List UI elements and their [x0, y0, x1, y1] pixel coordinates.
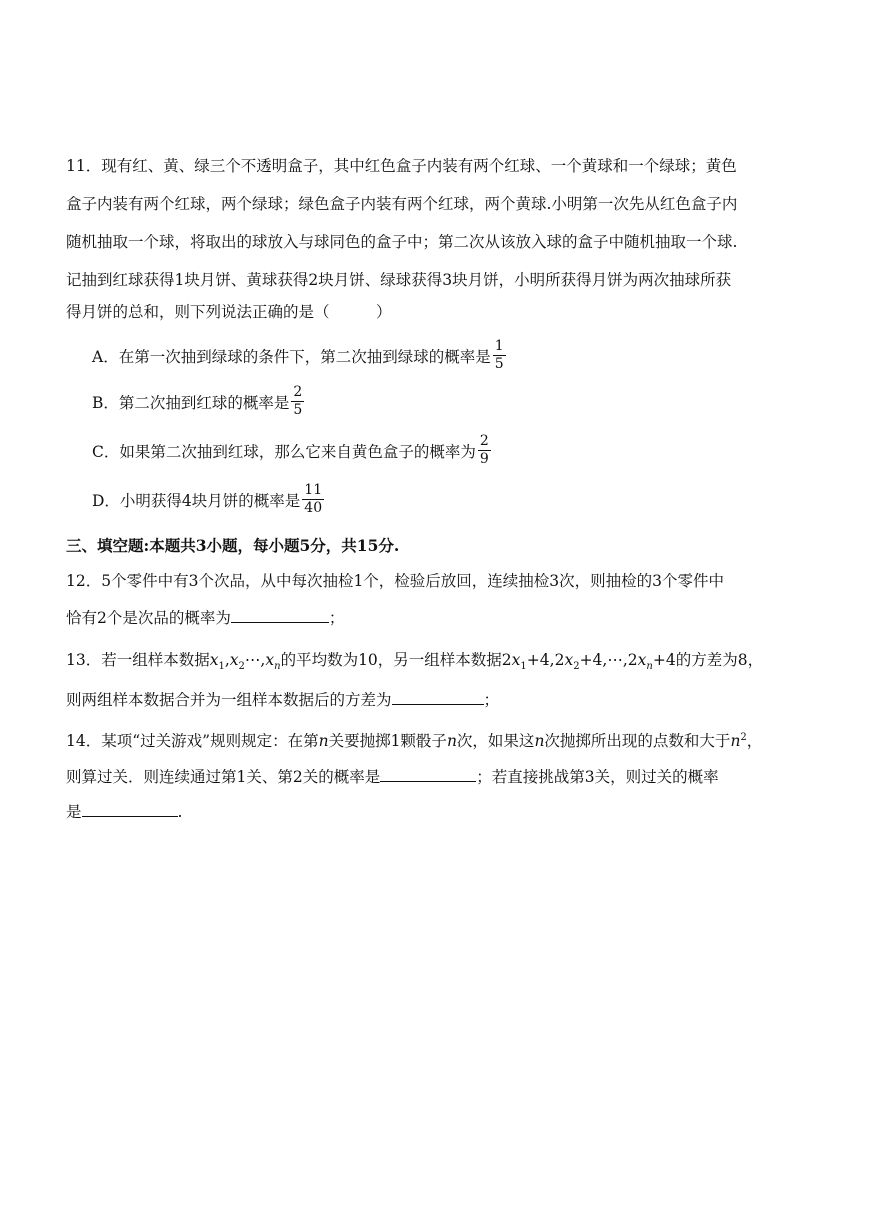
answer-blank [392, 690, 484, 705]
q14-text-a: 14．某项“过关游戏”规则规定：在第 [66, 732, 319, 751]
var-n: n [318, 732, 329, 751]
q13-mid: 的平均数为10，另一组样本数据 [280, 651, 502, 669]
option-text: B．第二次抽到红球的概率是 [92, 393, 290, 412]
answer-blank [231, 608, 329, 623]
fraction-denominator: 5 [293, 402, 303, 418]
option-fraction [493, 338, 506, 373]
q11-line-2: 盒子内装有两个红球，两个绿球；绿色盒子内装有两个红球，两个黄球.小明第一次先从红色盒子内 [66, 195, 738, 213]
q13-end: ； [483, 691, 500, 709]
q13-line-2 [66, 690, 499, 710]
q14-text-c: 次，如果这 [456, 732, 535, 751]
fraction-numerator: 2 [479, 433, 489, 449]
q11-option-b [92, 384, 304, 419]
q14-text-i: . [177, 803, 183, 821]
q13-line-1 [66, 650, 763, 677]
option-text: C．如果第二次抽到红球，那么它来自黄色盒子的概率为 [92, 442, 476, 461]
q13-text: 则两组样本数据合并为一组样本数据后的方差为 [66, 691, 392, 709]
option-fraction [478, 433, 491, 468]
q11-line-3: 随机抽取一个球，将取出的球放入与球同色的盒子中；第二次从该放入球的盒子中随机抽取一个球. [66, 233, 738, 251]
var-n: n [446, 732, 457, 751]
option-fraction [291, 384, 304, 419]
q14-line-3 [66, 802, 182, 822]
q11-option-d [92, 482, 324, 517]
q11-option-c [92, 433, 491, 468]
fraction-numerator: 2 [293, 384, 303, 400]
q14-text-h: 是 [66, 803, 82, 821]
n-squared: $n^2$ [730, 732, 747, 751]
q13-prefix: 13．若一组样本数据 [66, 651, 210, 669]
q14-line-1 [66, 728, 762, 751]
q13-suffix: 的方差为8， [675, 651, 764, 669]
answer-blank [380, 767, 476, 782]
q12-line-2 [66, 608, 344, 628]
q11-line-5: 得月饼的总和，则下列说法正确的是（ ） [66, 303, 392, 321]
q13-data-set-1: $x_1,x_2\cdots,x_n$ [209, 651, 281, 673]
fraction-denominator: 40 [304, 500, 323, 516]
q11-line-1: 11．现有红、黄、绿三个不透明盒子，其中红色盒子内装有两个红球、一个黄球和一个绿球；黄色 [66, 157, 737, 175]
option-text: D．小明获得4块月饼的概率是 [92, 491, 301, 510]
option-text: A．在第一次抽到绿球的条件下，第二次抽到绿球的概率是 [92, 347, 491, 366]
section-heading: 三、填空题:本题共3小题，每小题5分，共15分. [66, 536, 400, 555]
q14-text-d: 次抛掷所出现的点数和大于 [544, 732, 731, 751]
var-n: n [534, 732, 545, 751]
fraction-denominator: 9 [479, 451, 489, 467]
fraction-denominator: 5 [494, 356, 504, 372]
fraction-numerator: 11 [304, 482, 323, 498]
q14-text-g: ；若直接挑战第3关，则过关的概率 [476, 768, 719, 786]
q13-data-set-2: $2x_1+4,2x_2+4,\cdots,2x_n+4$ [501, 651, 676, 673]
fraction-numerator: 1 [494, 338, 504, 354]
answer-blank [82, 802, 178, 817]
q14-text-b: 关要抛掷1颗骰子 [328, 732, 447, 751]
option-fraction [302, 482, 324, 517]
q12-text: 恰有2个是次品的概率为 [66, 609, 231, 627]
q14-text-e: ， [746, 732, 763, 751]
q12-line-1: 12．5个零件中有3个次品，从中每次抽检1个，检验后放回，连续抽检3次，则抽检的3个零件中 [66, 572, 725, 590]
q14-text-f: 则算过关．则连续通过第1关、第2关的概率是 [66, 768, 381, 786]
q12-end: ； [328, 609, 345, 627]
q14-line-2 [66, 767, 719, 787]
q11-line-4: 记抽到红球获得1块月饼、黄球获得2块月饼、绿球获得3块月饼，小明所获得月饼为两次抽球所获 [66, 271, 732, 289]
q11-option-a [92, 338, 506, 373]
